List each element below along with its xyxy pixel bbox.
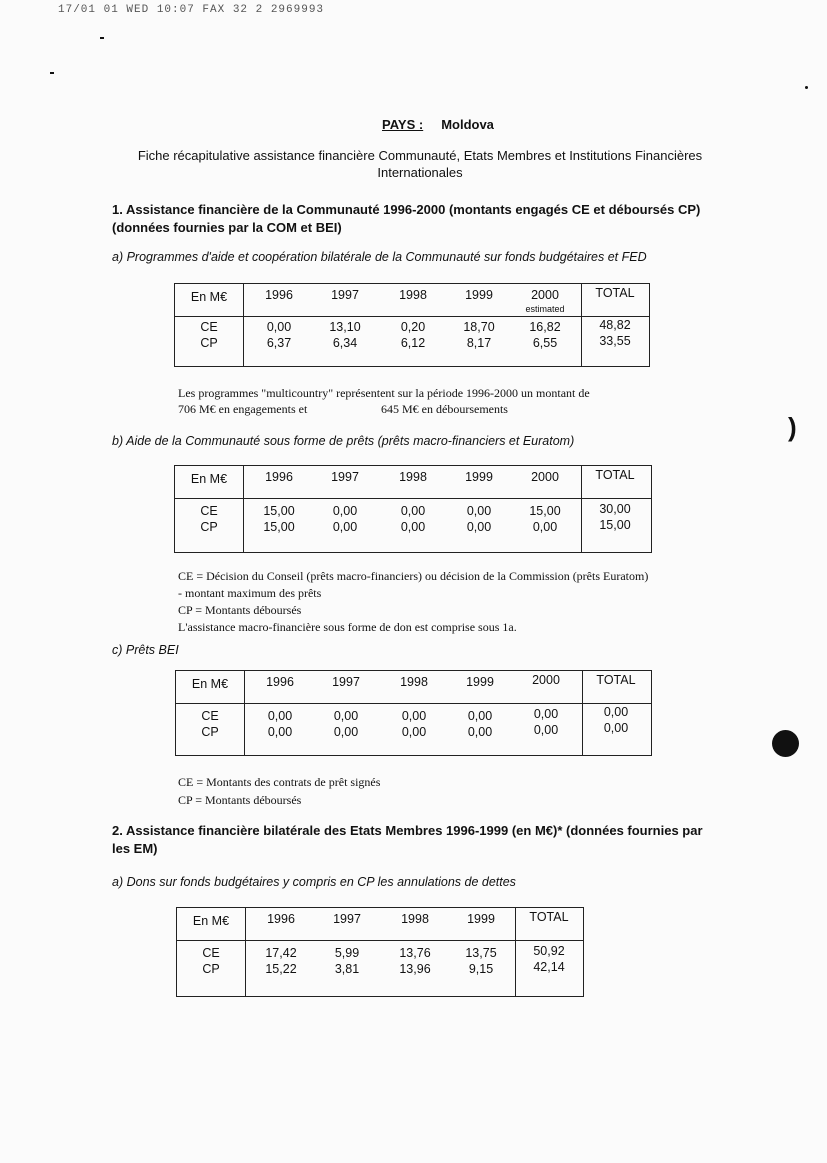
table-cell: 17,42 <box>265 946 297 960</box>
year-header: 1998 <box>401 912 429 926</box>
total-header: TOTAL <box>529 910 569 924</box>
table-cell: 0,00 <box>533 723 559 737</box>
year-header: 1998 <box>400 675 428 689</box>
total-cell: 48,82 <box>599 318 631 332</box>
unit-label: En M€ <box>190 290 228 304</box>
table-cell: 6,34 <box>332 336 358 350</box>
note-line: 645 M€ en déboursements <box>381 402 508 416</box>
table-cell: 15,22 <box>265 962 297 976</box>
note-line: Les programmes "multicountry" représentent sur la période 1996-2000 un montant de <box>178 386 590 400</box>
year-header: 1999 <box>465 288 493 302</box>
section1c-title: c) Prêts BEI <box>112 643 179 657</box>
column-divider <box>243 466 244 552</box>
table-cell: 0,00 <box>533 707 559 721</box>
table-cell: 13,96 <box>399 962 431 976</box>
table-cell: 0,00 <box>401 725 427 739</box>
table-cell: 0,00 <box>332 520 358 534</box>
punch-hole-mark <box>772 730 799 757</box>
total-cell: 30,00 <box>599 502 631 516</box>
section1a-title: a) Programmes d'aide et coopération bilatérale de la Communauté sur fonds budgétaires et FED <box>112 250 647 264</box>
table-cell: 0,00 <box>266 320 292 334</box>
year-header: 1999 <box>467 912 495 926</box>
note-line: CP = Montants déboursés <box>178 793 302 807</box>
speck-mark <box>50 72 54 74</box>
total-header: TOTAL <box>595 286 635 300</box>
note-line: CE = Décision du Conseil (prêts macro-financiers) ou décision de la Commission (prêts Euratom) <box>178 569 649 583</box>
year-header: 1999 <box>465 470 493 484</box>
row-label: CE <box>201 709 219 723</box>
speck-mark <box>100 37 104 39</box>
note-line: CE = Montants des contrats de prêt signés <box>178 775 381 789</box>
table-cell: 0,00 <box>267 725 293 739</box>
table-cell: 0,20 <box>400 320 426 334</box>
table-cell: 15,00 <box>529 504 561 518</box>
year-header: 1996 <box>265 470 293 484</box>
speck-mark <box>805 86 808 89</box>
total-cell: 42,14 <box>533 960 565 974</box>
row-label: CP <box>201 725 219 739</box>
row-label: CE <box>202 946 220 960</box>
table-1c <box>175 670 652 756</box>
table-cell: 0,00 <box>467 725 493 739</box>
table-cell: 0,00 <box>267 709 293 723</box>
subtitle: Fiche récapitulative assistance financière Communauté, Etats Membres et Institutions Financières Internationales <box>137 148 703 180</box>
year-header: 1996 <box>265 288 293 302</box>
table-cell: 6,37 <box>266 336 292 350</box>
section2-title: 2. Assistance financière bilatérale des Etats Membres 1996-1999 (en M€)* (données fournies par les EM) <box>112 823 703 856</box>
table-cell: 5,99 <box>334 946 360 960</box>
row-label: CP <box>202 962 220 976</box>
unit-label: En M€ <box>192 914 230 928</box>
year-header: 2000 <box>531 288 559 302</box>
table-cell: 15,00 <box>263 504 295 518</box>
row-label: CP <box>200 336 218 350</box>
year-header: 1996 <box>267 912 295 926</box>
total-cell: 33,55 <box>599 334 631 348</box>
year-header: 1998 <box>399 470 427 484</box>
note-line: 706 M€ en engagements et <box>178 402 308 416</box>
table-cell: 0,00 <box>467 709 493 723</box>
table-1a <box>174 283 650 367</box>
table-cell: 0,00 <box>400 520 426 534</box>
table-2a <box>176 907 584 997</box>
table-cell: 0,00 <box>400 504 426 518</box>
table-cell: 18,70 <box>463 320 495 334</box>
table-cell: 6,55 <box>532 336 558 350</box>
fax-header: 17/01 01 WED 10:07 FAX 32 2 2969993 <box>58 4 325 16</box>
year-header: 1998 <box>399 288 427 302</box>
note-line: L'assistance macro-financière sous forme de don est comprise sous 1a. <box>178 620 517 634</box>
total-header: TOTAL <box>596 673 636 687</box>
table-cell: 9,15 <box>468 962 494 976</box>
table-cell: 0,00 <box>466 520 492 534</box>
country-name: Moldova <box>441 117 494 132</box>
row-label: CE <box>200 320 218 334</box>
column-divider <box>243 284 244 366</box>
total-cell: 0,00 <box>603 721 629 735</box>
column-divider <box>244 671 245 755</box>
year-header: 2000 <box>531 470 559 484</box>
unit-label: En M€ <box>191 677 229 691</box>
year-header: 1997 <box>331 470 359 484</box>
table-cell: 0,00 <box>332 504 358 518</box>
bracket-mark: ) <box>788 412 797 442</box>
total-header: TOTAL <box>595 468 635 482</box>
table-cell: 0,00 <box>333 709 359 723</box>
country-label: PAYS : <box>382 117 424 132</box>
table-cell: 0,00 <box>466 504 492 518</box>
table-cell: 8,17 <box>466 336 492 350</box>
table-cell: 15,00 <box>263 520 295 534</box>
column-divider <box>245 908 246 996</box>
note-line: - montant maximum des prêts <box>178 586 322 600</box>
section1-title: 1. Assistance financière de la Communauté 1996-2000 (montants engagés CE et déboursés CP) (données fournies par la COM et BEI) <box>112 202 701 235</box>
table-1b <box>174 465 652 553</box>
table-cell: 16,82 <box>529 320 561 334</box>
page-title <box>382 117 494 132</box>
year-header: 1999 <box>466 675 494 689</box>
year-header: 1997 <box>332 675 360 689</box>
total-cell: 0,00 <box>603 705 629 719</box>
table-cell: 13,75 <box>465 946 497 960</box>
table-cell: 3,81 <box>334 962 360 976</box>
table-cell: 13,10 <box>329 320 361 334</box>
year-header: 1996 <box>266 675 294 689</box>
table-cell: 0,00 <box>333 725 359 739</box>
table-cell: 6,12 <box>400 336 426 350</box>
year-header: 1997 <box>333 912 361 926</box>
total-cell: 50,92 <box>533 944 565 958</box>
note-line: CP = Montants déboursés <box>178 603 302 617</box>
year-note: estimated <box>525 304 565 314</box>
section2a-title: a) Dons sur fonds budgétaires y compris en CP les annulations de dettes <box>112 875 516 889</box>
year-header: 1997 <box>331 288 359 302</box>
table-cell: 13,76 <box>399 946 431 960</box>
row-label: CE <box>200 504 218 518</box>
total-cell: 15,00 <box>599 518 631 532</box>
section1b-title: b) Aide de la Communauté sous forme de prêts (prêts macro-financiers et Euratom) <box>112 434 575 448</box>
year-header: 2000 <box>532 673 560 687</box>
unit-label: En M€ <box>190 472 228 486</box>
table-cell: 0,00 <box>532 520 558 534</box>
row-label: CP <box>200 520 218 534</box>
table-cell: 0,00 <box>401 709 427 723</box>
